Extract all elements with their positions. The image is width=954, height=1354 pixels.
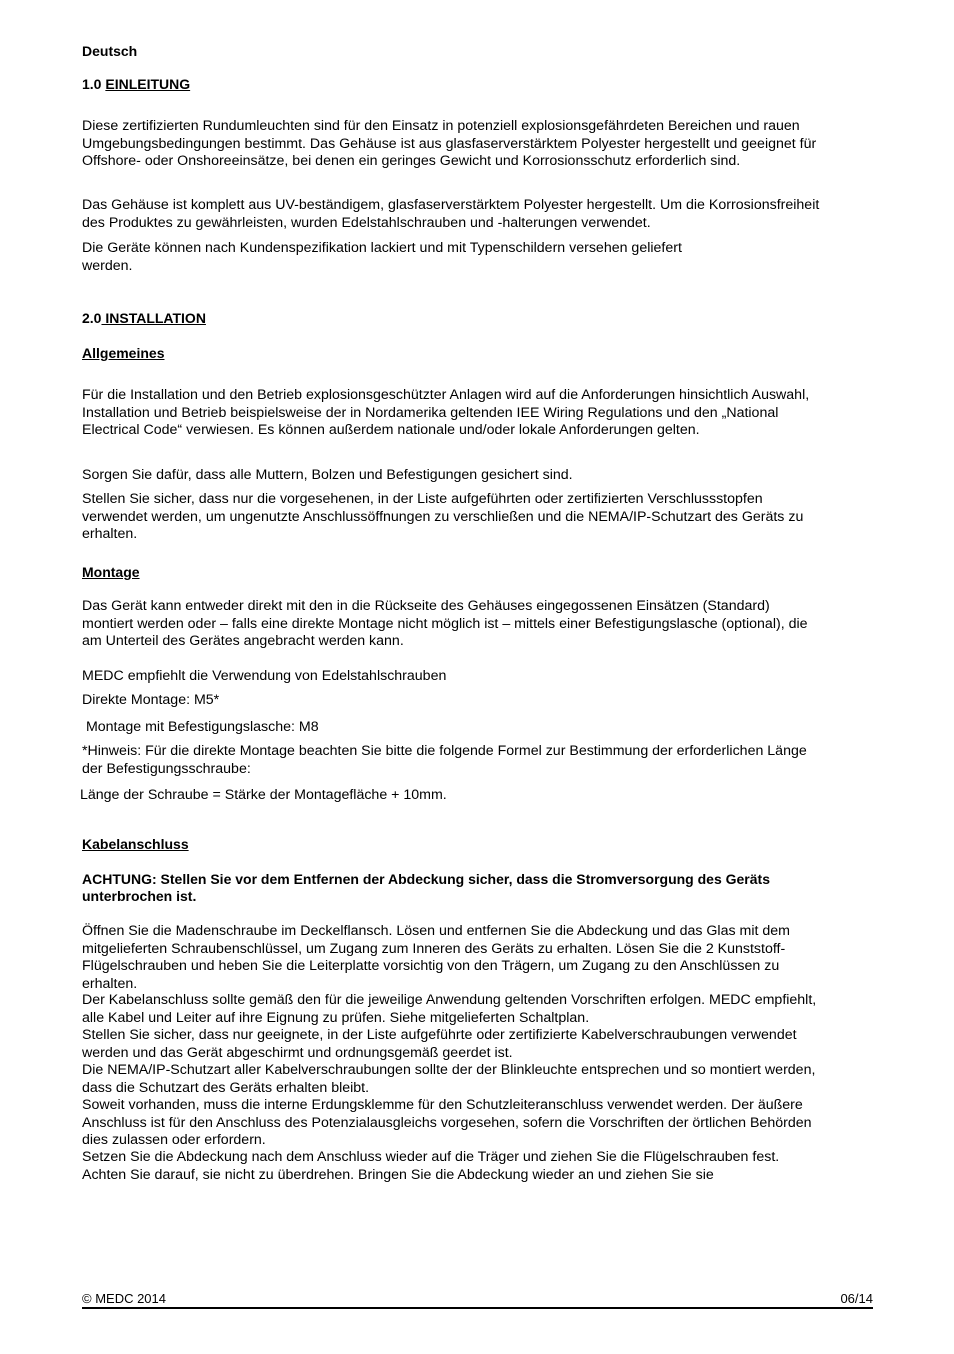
cable-paragraph-5: Soweit vorhanden, muss die interne Erdungsklemme für den Schutzleiteranschluss verwendet werden. Der äußere Anschluss ist für den Anschluss des Potenzialausgleichs vorgesehen, sofern die Vorschriften der örtlichen Behörden dies zulassen oder erfordern.: [82, 1097, 812, 1148]
intro-paragraph-1: Diese zertifizierten Rundumleuchten sind für den Einsatz in potenziell explosionsgefährdeten Bereichen und rauen Umgebungsbedingungen bestimmt. Das Gehäuse ist aus glasfaserverstärktem Polyester hergestellt und geeignet für Offshore- oder Onshoreeinsätze, bei denen ein geringes Gewicht und Korrosionsschutz erforderlich sind.: [82, 118, 817, 169]
mounting-paragraph-1: Das Gerät kann entweder direkt mit den in die Rückseite des Gehäuses eingegossenen Einsätzen (Standard) montiert werden oder – falls eine direkte Montage nicht möglich ist – mittels einer Befestigungslasche (optional), die am Unterteil des Gerätes angebracht werden kann.: [82, 598, 808, 649]
section-1-title: EINLEITUNG: [105, 76, 191, 92]
section-2-heading: [82, 310, 206, 328]
cable-paragraph-4: Die NEMA/IP-Schutzart aller Kabelverschraubungen sollte der der Blinkleuchte entsprechen und so montiert werden, dass die Schutzart des Geräts erhalten bleibt.: [82, 1062, 816, 1096]
cable-warning: ACHTUNG: Stellen Sie vor dem Entfernen der Abdeckung sicher, dass die Stromversorgung des Geräts unterbrochen ist.: [82, 871, 770, 904]
footer-divider: [82, 1307, 873, 1309]
footer-date: 06/14: [840, 1291, 873, 1306]
section-1-number: 1.0: [82, 76, 106, 92]
cable-paragraph-2: Der Kabelanschluss sollte gemäß den für die jeweilige Anwendung geltenden Vorschriften erfolgen. MEDC empfiehlt, alle Kabel und Leiter auf ihre Eignung zu prüfen. Siehe mitgelieferten Schaltplan.: [82, 992, 817, 1026]
general-subheading: Allgemeines: [82, 345, 165, 361]
mounting-recommendation: MEDC empfiehlt die Verwendung von Edelstahlschrauben: [82, 668, 447, 684]
cable-paragraph-1: Öffnen Sie die Madenschraube im Deckelflansch. Lösen und entfernen Sie die Abdeckung und das Glas mit dem mitgelieferten Schraubenschlüssel, um Zugang zum Inneren des Geräts zu erhalten. Lösen Sie die 2 Kunststoff-Flügelschrauben und heben Sie die Leiterplatte vorsichtig von den Trägern, um Zugang zu den Anschlüssen zu erhalten.: [82, 923, 790, 992]
cable-paragraph-6: Setzen Sie die Abdeckung nach dem Anschluss wieder auf die Träger und ziehen Sie die Flügelschrauben fest. Achten Sie darauf, sie nicht zu überdrehen. Bringen Sie die Abdeckung wieder an und ziehen Sie sie: [82, 1149, 780, 1183]
footer-copyright: © MEDC 2014: [82, 1291, 166, 1306]
section-1-heading: [82, 76, 190, 94]
section-2-title: INSTALLATION: [101, 310, 206, 326]
general-paragraph-1: Für die Installation und den Betrieb explosionsgeschützter Anlagen wird auf die Anforderungen hinsichtlich Auswahl, Installation und Betrieb beispielsweise der in Nordamerika geltenden IEE Wiring Regulations und den „National Electrical Code“ verwiesen. Es können außerdem nationale und/oder lokale Anforderungen gelten.: [82, 387, 810, 438]
language-heading: Deutsch: [82, 43, 138, 59]
intro-paragraph-3: Die Geräte können nach Kundenspezifikation lackiert und mit Typenschildern versehen geliefert werden.: [82, 240, 682, 274]
cable-subheading: Kabelanschluss: [82, 836, 189, 852]
general-paragraph-3: Stellen Sie sicher, dass nur die vorgesehenen, in der Liste aufgeführten oder zertifizierten Verschlussstopfen verwendet werden, um ungenutzte Anschlussöffnungen zu verschließen und die NEMA/IP-Schutzart des Geräts zu erhalten.: [82, 491, 804, 542]
mounting-formula: Länge der Schraube = Stärke der Montagefläche + 10mm.: [80, 787, 447, 803]
mounting-note: *Hinweis: Für die direkte Montage beachten Sie bitte die folgende Formel zur Bestimmung der erforderlichen Länge der Befestigungsschraube:: [82, 743, 807, 777]
cable-paragraph-3: Stellen Sie sicher, dass nur geeignete, in der Liste aufgeführte oder zertifizierte Kabelverschraubungen verwendet werden und das Gerät abgeschirmt und ordnungsgemäß geerdet ist.: [82, 1027, 797, 1061]
intro-paragraph-2: Das Gehäuse ist komplett aus UV-beständigem, glasfaserverstärktem Polyester hergestellt. Um die Korrosionsfreiheit des Produktes zu gewährleisten, wurden Edelstahlschrauben und -halterungen verwendet.: [82, 197, 820, 231]
mounting-direct: Direkte Montage: M5*: [82, 692, 220, 708]
section-2-number: 2.0: [82, 310, 102, 326]
mounting-subheading: Montage: [82, 564, 140, 580]
general-paragraph-2: Sorgen Sie dafür, dass alle Muttern, Bolzen und Befestigungen gesichert sind.: [82, 467, 573, 483]
mounting-bracket: Montage mit Befestigungslasche: M8: [82, 719, 319, 735]
